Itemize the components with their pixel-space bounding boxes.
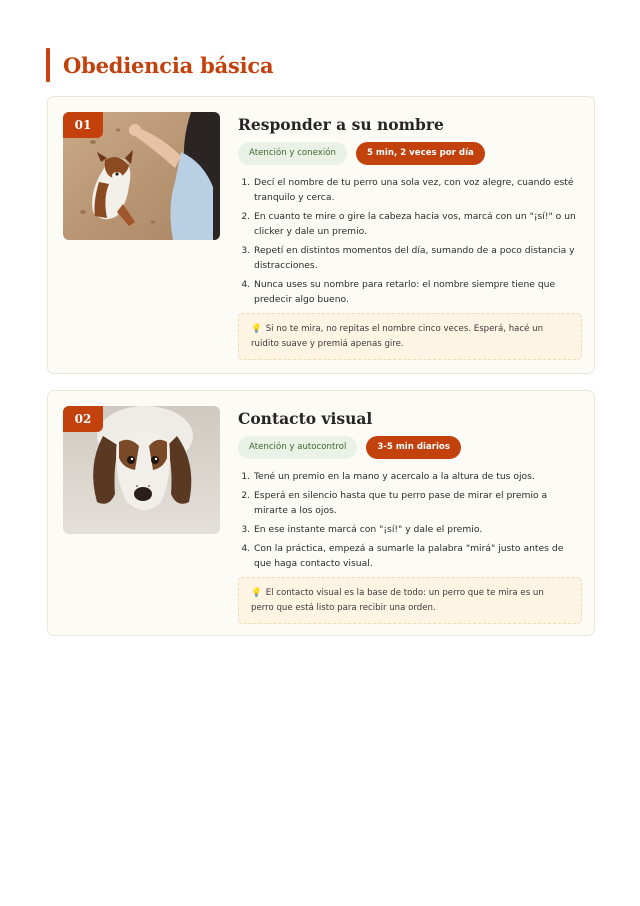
duration-tag: 5 min, 2 veces por día — [356, 142, 485, 165]
step-item: 4. Con la práctica, empezá a sumarle la palabra "mirá" justo antes de que haga contacto visual. — [253, 541, 582, 571]
card-content — [238, 114, 582, 360]
exercise-number-badge: 01 — [63, 112, 103, 138]
section-header — [46, 48, 273, 82]
focus-tag: Atención y conexión — [238, 142, 347, 165]
tip-text: Si no te mira, no repitas el nombre cinco veces. Esperá, hacé un ruidito suave y premiá apenas gire. — [251, 324, 544, 349]
tag-list — [238, 436, 582, 459]
step-item: 3. En ese instante marcá con "¡sí!" y dale el premio. — [253, 522, 582, 537]
section-title: Obediencia básica — [63, 52, 274, 78]
exercise-card — [47, 390, 595, 636]
tip-box — [238, 577, 582, 624]
card-title: Responder a su nombre — [238, 115, 444, 134]
steps-list — [238, 175, 582, 307]
steps-list — [238, 469, 582, 571]
step-item: 1. Tené un premio en la mano y acercalo a la altura de tus ojos. — [253, 469, 582, 484]
step-item: 3. Repetí en distintos momentos del día, sumando de a poco distancia y distracciones. — [253, 243, 582, 273]
lightbulb-icon: 💡 — [251, 324, 262, 334]
exercise-number-badge: 02 — [63, 406, 103, 432]
focus-tag: Atención y autocontrol — [238, 436, 357, 459]
step-item: 2. En cuanto te mire o gire la cabeza hacia vos, marcá con un "¡sí!" o un clicker y dale un premio. — [253, 209, 582, 239]
step-item: 1. Decí el nombre de tu perro una sola vez, con voz alegre, cuando esté tranquilo y cerca. — [253, 175, 582, 205]
tip-text: El contacto visual es la base de todo: un perro que te mira es un perro que está listo para recibir una orden. — [251, 588, 544, 613]
duration-tag: 3-5 min diarios — [366, 436, 461, 459]
exercise-card — [47, 96, 595, 374]
tag-list — [238, 142, 582, 165]
basset-dog-photo — [63, 406, 220, 534]
card-content — [238, 408, 582, 624]
lightbulb-icon: 💡 — [251, 588, 262, 598]
dog-training-photo — [63, 112, 220, 240]
section-accent-bar — [46, 48, 50, 82]
tip-box — [238, 313, 582, 360]
card-title: Contacto visual — [238, 409, 373, 428]
step-item: 2. Esperá en silencio hasta que tu perro pase de mirar el premio a mirarte a los ojos. — [253, 488, 582, 518]
step-item: 4. Nunca uses su nombre para retarlo: el nombre siempre tiene que predecir algo bueno. — [253, 277, 582, 307]
